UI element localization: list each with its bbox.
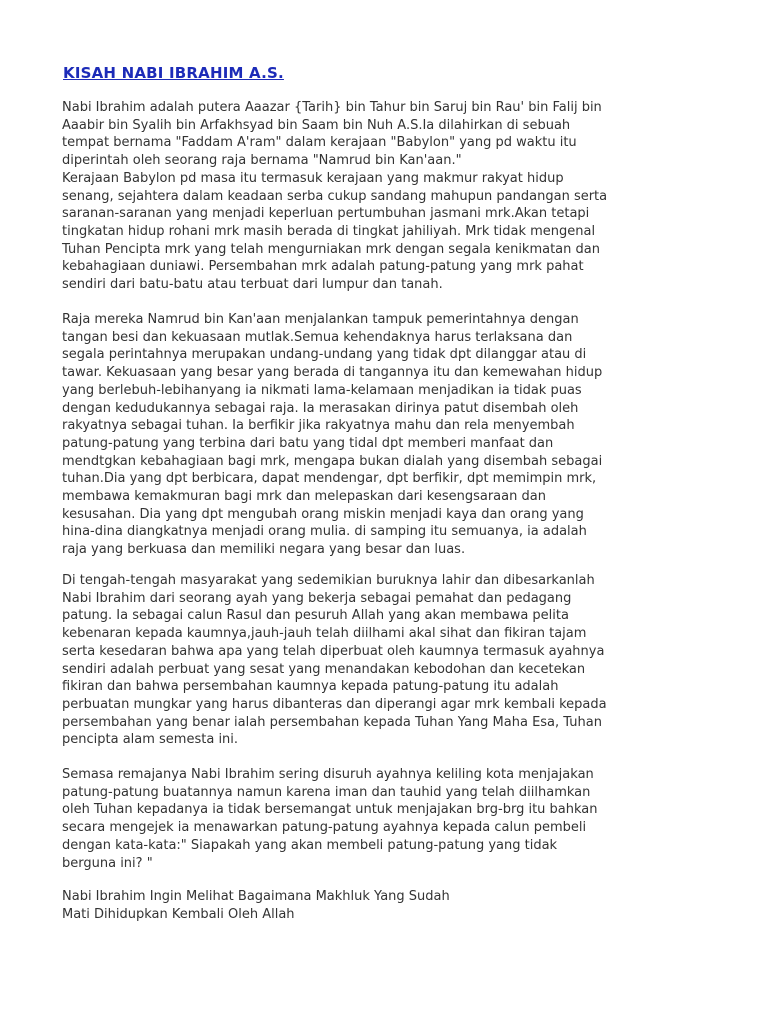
text-line: sendiri dari batu-batu atau terbuat dari lumpur dan tanah. (62, 277, 443, 293)
text-line: secara mengejek ia menawarkan patung-patung ayahnya kepada calun pembeli (62, 820, 587, 836)
text-line: Di tengah-tengah masyarakat yang sedemikian buruknya lahir dan dibesarkanlah (62, 573, 595, 588)
text-line: dengan kedudukannya sebagai raja. Ia merasakan dirinya patut disembah oleh (62, 400, 579, 416)
document-title-link[interactable]: KISAH NABI IBRAHIM A.S. (63, 64, 284, 82)
text-line: segala perintahnya merupakan undang-undang yang tidak dpt dilanggar atau di (62, 347, 587, 363)
text-line: berguna ini? " (62, 855, 153, 871)
text-line: patung-patung buatannya namun karena iman dan tauhid yang telah diilhamkan (62, 784, 591, 800)
text-line: kesusahan. Dia yang dpt mengubah orang miskin menjadi kaya dan orang yang (62, 506, 584, 522)
text-line: tempat bernama "Faddam A'ram" dalam kerajaan "Babylon" yang pd waktu itu (62, 135, 577, 151)
text-line: tingkatan hidup rohani mrk masih berada di tingkat jahiliyah. Mrk tidak mengenal (62, 223, 596, 239)
text-line: senang, sejahtera dalam keadaan serba cukup sandang mahupun pandangan serta (62, 188, 608, 204)
text-line: Mati Dihidupkan Kembali Oleh Allah (62, 906, 295, 922)
text-line: saranan-saranan yang menjadi keperluan pertumbuhan jasmani mrk.Akan tetapi (62, 206, 590, 222)
text-line: sendiri adalah perbuat yang sesat yang menandakan kebodohan dan kecetekan (62, 661, 586, 677)
text-line: kebahagiaan duniawi. Persembahan mrk adalah patung-patung yang mrk pahat (62, 259, 584, 275)
text-line: patung. Ia sebagai calun Rasul dan pesuruh Allah yang akan membawa pelita (62, 608, 569, 624)
paragraph-4 (62, 766, 598, 872)
text-line: Semasa remajanya Nabi Ibrahim sering disuruh ayahnya keliling kota menjajakan (62, 767, 594, 782)
text-line: yang berlebuh-lebihanyang ia nikmati lama-kelamaan menjadikan ia tidak puas (62, 382, 582, 398)
text-line: Aaabir bin Syalih bin Arfakhsyad bin Saam bin Nuh A.S.Ia dilahirkan di sebuah (62, 117, 571, 133)
paragraph-3 (62, 572, 607, 749)
section-heading-paragraph (62, 888, 450, 923)
text-line: kebenaran kepada kaumnya,jauh-jauh telah diilhami akal sihat dan fikiran tajam (62, 626, 587, 642)
text-line: dengan kata-kata:" Siapakah yang akan membeli patung-patung yang tidak (62, 837, 558, 853)
text-line: Nabi Ibrahim Ingin Melihat Bagaimana Makhluk Yang Sudah (62, 889, 450, 904)
text-line: oleh Tuhan kepadanya ia tidak bersemangat untuk menjajakan brg-brg itu bahkan (62, 802, 598, 818)
text-line: serta kesedaran bahwa apa yang telah diperbuat oleh kaumnya termasuk ayahnya (62, 643, 605, 659)
text-line: diperintah oleh seorang raja bernama "Namrud bin Kan'aan." (62, 153, 462, 169)
text-line: pencipta alam semesta ini. (62, 732, 239, 748)
text-line: tangan besi dan kekuasaan mutlak.Semua kehendaknya harus terlaksana dan (62, 329, 573, 345)
text-line: raja yang berkuasa dan memiliki negara yang besar dan luas. (62, 542, 466, 558)
text-line: persembahan yang benar ialah persembahan kepada Tuhan Yang Maha Esa, Tuhan (62, 714, 602, 730)
paragraph-1 (62, 99, 607, 294)
paragraph-2 (62, 311, 602, 559)
text-line: Raja mereka Namrud bin Kan'aan menjalankan tampuk pemerintahnya dengan (62, 312, 579, 327)
text-line: tawar. Kekuasaan yang besar yang berada di tangannya itu dan kemewahan hidup (62, 365, 603, 381)
text-line: mendtgkan kebahagiaan bagi mrk, mengapa bukan dialah yang disembah sebagai (62, 453, 603, 469)
text-line: Tuhan Pencipta mrk yang telah mengurniakan mrk dengan segala kenikmatan dan (62, 241, 600, 257)
text-line: patung-patung yang terbina dari batu yang tidal dpt memberi manfaat dan (62, 435, 554, 451)
text-line: Nabi Ibrahim adalah putera Aaazar {Tarih} bin Tahur bin Saruj bin Rau' bin Falij bin (62, 100, 602, 115)
text-line: Kerajaan Babylon pd masa itu termasuk kerajaan yang makmur rakyat hidup (62, 170, 564, 186)
text-line: fikiran dan bahwa persembahan kaumnya kepada patung-patung itu adalah (62, 679, 559, 695)
text-line: membawa kemakmuran bagi mrk dan melepaskan dari kesengsaraan dan (62, 489, 546, 505)
text-line: tuhan.Dia yang dpt berbicara, dapat mendengar, dpt berfikir, dpt memimpin mrk, (62, 471, 597, 487)
text-line: rakyatnya sebagai tuhan. Ia berfikir jika rakyatnya mahu dan rela menyembah (62, 418, 575, 434)
text-line: perbuatan mungkar yang harus dibanteras dan diperangi agar mrk kembali kepada (62, 696, 607, 712)
text-line: hina-dina diangkatnya menjadi orang mulia. di samping itu semuanya, ia adalah (62, 524, 587, 540)
text-line: Nabi Ibrahim dari seorang ayah yang bekerja sebagai pemahat dan pedagang (62, 590, 572, 606)
